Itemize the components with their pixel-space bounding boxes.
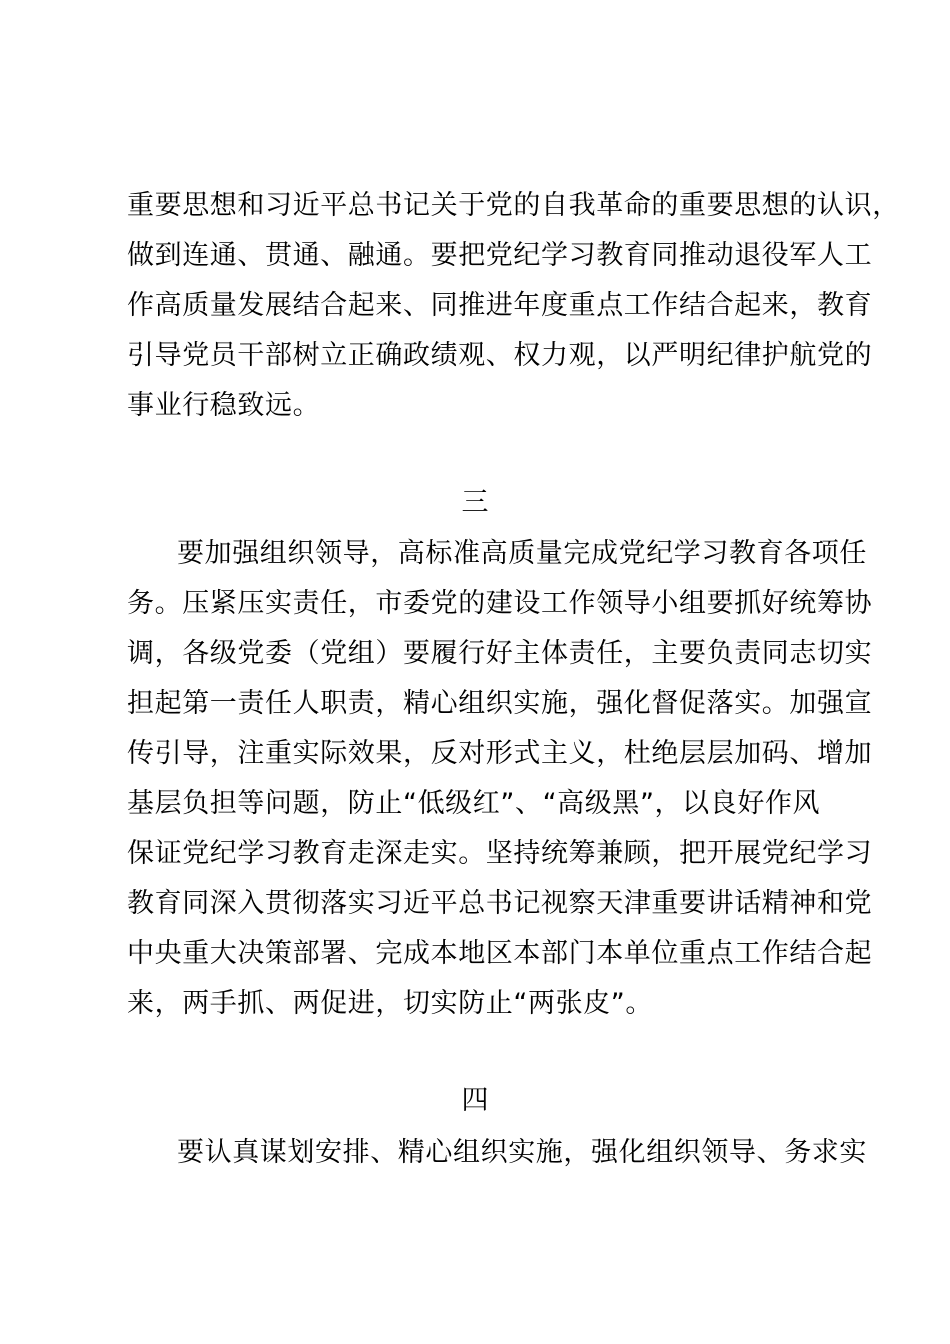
paragraph-line: 来，两手抓、两促进，切实防止“两张皮”。 — [127, 988, 653, 1019]
paragraph-line: 担起第一责任人职责，精心组织实施，强化督促落实。加强宣 — [127, 688, 873, 719]
paragraph-line: 基层负担等问题，防止“低级红”、“高级黑”，以良好作风 — [127, 788, 821, 819]
section-heading-4: 四 — [461, 1085, 489, 1116]
paragraph-line: 做到连通、贯通、融通。要把党纪学习教育同推动退役军人工 — [127, 240, 873, 271]
paragraph-line: 务。压紧压实责任，市委党的建设工作领导小组要抓好统筹协 — [127, 588, 873, 619]
paragraph-line: 传引导，注重实际效果，反对形式主义，杜绝层层加码、增加 — [127, 738, 873, 769]
paragraph-line: 要加强组织领导，高标准高质量完成党纪学习教育各项任 — [177, 538, 867, 569]
paragraph-line: 调，各级党委（党组）要履行好主体责任，主要负责同志切实 — [127, 638, 873, 669]
paragraph-line: 作高质量发展结合起来、同推进年度重点工作结合起来，教育 — [127, 290, 873, 321]
paragraph-line: 引导党员干部树立正确政绩观、权力观，以严明纪律护航党的 — [127, 340, 873, 371]
paragraph-line: 重要思想和习近平总书记关于党的自我革命的重要思想的认识， — [127, 190, 900, 221]
paragraph-line: 保证党纪学习教育走深走实。坚持统筹兼顾，把开展党纪学习 — [127, 838, 873, 869]
paragraph-line: 中央重大决策部署、完成本地区本部门本单位重点工作结合起 — [127, 938, 873, 969]
section-heading-3: 三 — [461, 487, 489, 518]
paragraph-line: 要认真谋划安排、精心组织实施，强化组织领导、务求实 — [177, 1137, 867, 1168]
paragraph-line: 事业行稳致远。 — [127, 390, 321, 421]
paragraph-line: 教育同深入贯彻落实习近平总书记视察天津重要讲话精神和党 — [127, 888, 873, 919]
